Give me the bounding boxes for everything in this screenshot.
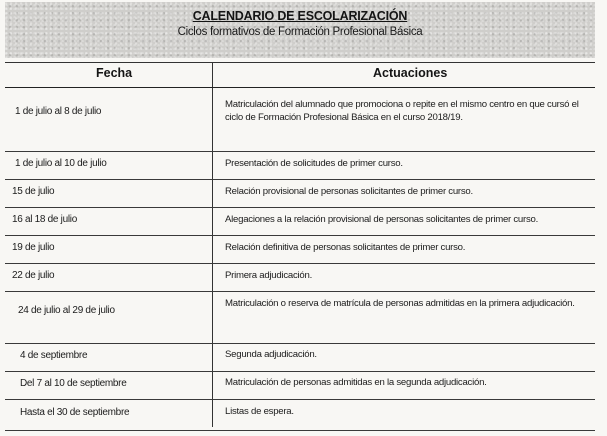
table-row: [5, 400, 595, 431]
column-header-fecha: Fecha: [96, 66, 133, 80]
row-fecha: 1 de julio al 10 de julio: [15, 158, 107, 169]
table-row: [5, 372, 595, 400]
table-header: [5, 62, 595, 88]
row-actuacion: Listas de espera.: [225, 406, 294, 417]
table-row: [5, 292, 595, 344]
header-banner: [5, 2, 595, 58]
row-fecha: 4 de septiembre: [20, 350, 88, 361]
document-subtitle: Ciclos formativos de Formación Profesional Básica: [177, 26, 423, 38]
row-fecha: Del 7 al 10 de septiembre: [20, 378, 127, 389]
row-fecha: 15 de julio: [12, 186, 55, 197]
schedule-table: [5, 62, 595, 431]
row-actuacion: Matriculación del alumnado que promociona o repite en el mismo centro en que cursó el ciclo de Formación Profesional Básica en el curso 2018/19.: [225, 99, 579, 123]
row-actuacion: Alegaciones a la relación provisional de personas solicitantes de primer curso.: [225, 214, 539, 225]
row-actuacion: Relación provisional de personas solicitantes de primer curso.: [225, 186, 473, 197]
table-row: [5, 264, 595, 292]
row-actuacion: Primera adjudicación.: [225, 270, 313, 281]
row-fecha: 19 de julio: [12, 242, 55, 253]
row-fecha: 16 al 18 de julio: [12, 214, 77, 225]
row-fecha: 1 de julio al 8 de julio: [15, 106, 102, 117]
table-row: [5, 208, 595, 236]
column-header-actuaciones: Actuaciones: [373, 66, 448, 80]
table-row: [5, 236, 595, 264]
table-row: [5, 152, 595, 180]
table-row: [5, 180, 595, 208]
row-actuacion: Segunda adjudicación.: [225, 349, 317, 360]
row-actuacion: Presentación de solicitudes de primer curso.: [225, 158, 403, 169]
table-row: [5, 88, 595, 152]
row-actuacion: Matriculación o reserva de matrícula de personas admitidas en la primera adjudicación.: [225, 298, 575, 309]
row-fecha: Hasta el 30 de septiembre: [20, 407, 130, 418]
row-fecha: 22 de julio: [12, 270, 55, 281]
table-row: [5, 344, 595, 372]
document-title: CALENDARIO DE ESCOLARIZACIÓN: [192, 9, 408, 23]
row-actuacion: Matriculación de personas admitidas en la segunda adjudicación.: [225, 377, 487, 388]
row-fecha: 24 de julio al 29 de julio: [18, 305, 115, 316]
row-actuacion: Relación definitiva de personas solicitantes de primer curso.: [225, 242, 466, 253]
